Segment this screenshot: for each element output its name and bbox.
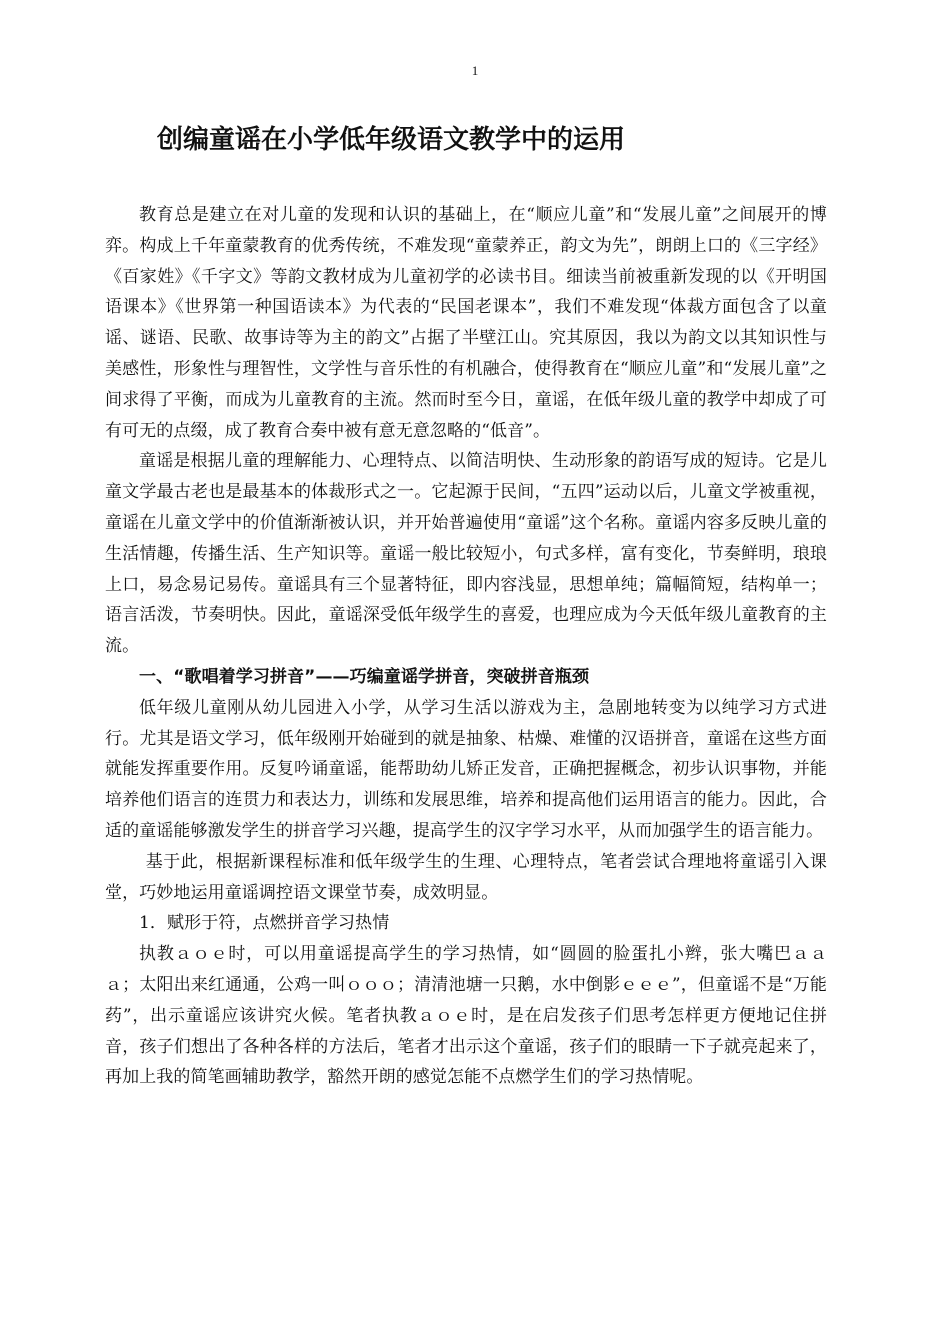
document-body [105,200,827,1093]
section-heading-1: 一、“歌唱着学习拼音”——巧编童谣学拼音，突破拼音瓶颈 [139,666,590,687]
paragraph-nursery-rhyme-definition: 童谣是根据儿童的理解能力、心理特点、以简洁明快、生动形象的韵语写成的短诗。它是儿童文学最古老也是最基本的体裁形式之一。它起源于民间，“五四”运动以后，儿童文学被重视，童谣在儿童文学中的价值渐渐被认识，并开始普遍使用“童谣”这个名称。童谣内容多反映儿童的生活情趣，传播生活、生产知识等。童谣一般比较短小，句式多样，富有变化，节奏鲜明，琅琅上口，易念易记易传。童谣具有三个显著特征，即内容浅显，思想单纯；篇幅简短，结构单一；语言活泼，节奏明快。因此，童谣深受低年级学生的喜爱，也理应成为今天低年级儿童教育的主流。 [105,451,827,657]
page-number: 1 [471,63,479,78]
document-title: 创编童谣在小学低年级语文教学中的运用 [157,125,626,155]
paragraph-aoe-example: 执教ａｏｅ时，可以用童谣提高学生的学习热情，如“圆圆的脸蛋扎小辫，张大嘴巴ａａａ；太阳出来红通通，公鸡一叫ｏｏｏ；清清池塘一只鹅，水中倒影ｅｅｅ”，但童谣不是“万能药”，出示童谣应该讲究火候。笔者执教ａｏｅ时，是在启发孩子们思考怎样更方便地记住拼音，孩子们想出了各种各样的方法后，笔者才出示这个童谣，孩子们的眼睛一下子就亮起来了，再加上我的简笔画辅助教学，豁然开朗的感觉怎能不点燃学生们的学习热情呢。 [105,944,827,1088]
paragraph-intro: 教育总是建立在对儿童的发现和认识的基础上，在“顺应儿童”和“发展儿童”之间展开的博弈。构成上千年童蒙教育的优秀传统，不难发现“童蒙养正，韵文为先”，朗朗上口的《三字经》《百家姓》《千字文》等韵文教材成为儿童初学的必读书目。细读当前被重新发现的以《开明国语课本》《世界第一种国语读本》为代表的“民国老课本”，我们不难发现“体裁方面包含了以童谣、谜语、民歌、故事诗等为主的韵文”占据了半壁江山。究其原因，我以为韵文以其知识性与美感性，形象性与理智性，文学性与音乐性的有机融合，使得教育在“顺应儿童”和“发展儿童”之间求得了平衡，而成为儿童教育的主流。然而时至今日，童谣，在低年级儿童的教学中却成了可有可无的点缀，成了教育合奏中被有意无意忽略的“低音”。 [105,205,827,441]
paragraph-pinyin-learning: 低年级儿童刚从幼儿园进入小学，从学习生活以游戏为主，急剧地转变为以纯学习方式进行。尤其是语文学习，低年级刚开始碰到的就是抽象、枯燥、难懂的汉语拼音，童谣在这些方面就能发挥重要作用。反复吟诵童谣，能帮助幼儿矫正发音，正确把握概念，初步认识事物，并能培养他们语言的连贯力和表达力，训练和发展思维，培养和提高他们运用语言的能力。因此，合适的童谣能够激发学生的拼音学习兴趣，提高学生的汉字学习水平，从而加强学生的语言能力。 [105,697,827,841]
sub-heading-1: 1．赋形于符，点燃拼音学习热情 [139,913,390,934]
paragraph-classroom-practice: 基于此，根据新课程标准和低年级学生的生理、心理特点，笔者尝试合理地将童谣引入课堂，巧妙地运用童谣调控语文课堂节奏，成效明显。 [105,851,827,903]
